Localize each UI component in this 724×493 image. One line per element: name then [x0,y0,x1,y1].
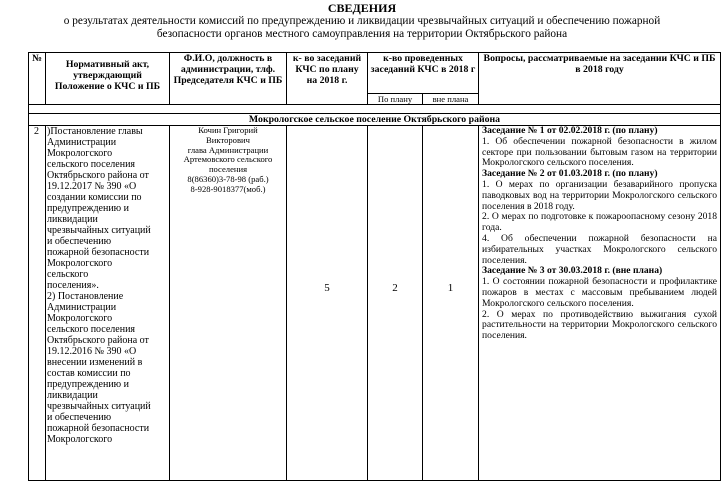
meeting-2-question-1: 1. О мерах по организации безаварийного пропуска паводковых вод на территории Мокрологского сельского поселения в 2018 году. [482,178,718,212]
subtitle-line-1: о результатах деятельности комиссий по предупреждению и ликвидации чрезвычайных ситуаций и обеспечению пожарной [63,15,661,27]
meeting-3-question-1: 1. О состоянии пожарной безопасности и профилактике пожаров в местах с массовым пребыванием людей Мокрологского сельского поселения. [482,276,718,309]
held-plan-count: 2 [368,126,423,481]
meeting-1-title: Заседание № 1 от 02.02.2018 г. (по плану) [482,125,658,136]
meeting-2-title: Заседание № 2 от 01.03.2018 г. (по плану) [482,168,658,180]
col-header-held: к-во проведенных заседаний КЧС в 2018 г [368,53,479,94]
document-subtitle [0,15,724,40]
col-header-num: № [29,53,46,105]
meeting-3-title: Заседание № 3 от 30.03.2018 г. (вне плана) [482,265,663,277]
spacer-cell [29,105,721,114]
settlement-row [29,114,721,126]
normative-act-cell: )Постановление главы Администрации Мокрологского сельского поселения Октябрьского района от 19.12.2017 № 390 «О создании комиссии по предупреждению и ликвидации чрезвычайных ситуаций и обеспечению пожарной безопасности Мокрологского сельского поселения». 2) Постановление Администрации Мокрологского сельского поселения Октябрьского района от 19.12.2016 № 390 «О внесении изменений в состав комиссии по предупреждению и ликвидации чрезвычайных ситуаций и обеспечению пожарной безопасности Мокрологского [46,126,170,481]
questions-cell [479,126,721,481]
table-row [29,126,721,481]
col-header-fio: Ф.И.О, должность в администрации, тлф. Председателя КЧС и ПБ [170,53,287,105]
table-header-row [29,53,721,94]
spacer-row [29,105,721,114]
meeting-2-question-3: 4. Об обеспечении пожарной безопасности на избирательных участках Мокрологского сельского поселения. [482,232,718,266]
document-title: СВЕДЕНИЯ [327,1,397,15]
meeting-3-question-2: 2. О мерах по противодействию выжигания сухой растительности на территории Мокрологского сельского поселения. [482,308,718,342]
held-unplanned-count: 1 [423,126,479,481]
meeting-1-question-1: 1. Об обеспечении пожарной безопасности в жилом секторе при пользовании бытовым газом на территории Мокрологского сельского поселения. [482,135,718,169]
col-header-held-plan: По плану [368,94,423,105]
settlement-name: Мокрологское сельское поселение Октябрьского района [29,114,721,126]
chairman-info-cell: Кочин Григорий Викторович глава Администрации Артемовского сельского поселения 8(86360)3-78-98 (раб.) 8-928-9018377(моб.) [170,126,287,481]
planned-meetings-count: 5 [287,126,368,481]
meeting-2-question-2: 2. О мерах по подготовке к пожароопасному сезону 2018 года. [482,211,718,234]
row-number: 2 [29,126,46,481]
subtitle-line-2: безопасности органов местного самоуправления на территории Октябрьского района [156,27,568,40]
col-header-act: Нормативный акт, утверждающий Положение о КЧС и ПБ [46,53,170,105]
col-header-questions: Вопросы, рассматриваемые на заседании КЧС и ПБ в 2018 году [479,53,721,105]
commission-table [28,52,721,481]
col-header-planned: к- во заседаний КЧС по плану на 2018 г. [287,53,368,105]
col-header-held-unplanned: вне плана [423,94,479,105]
